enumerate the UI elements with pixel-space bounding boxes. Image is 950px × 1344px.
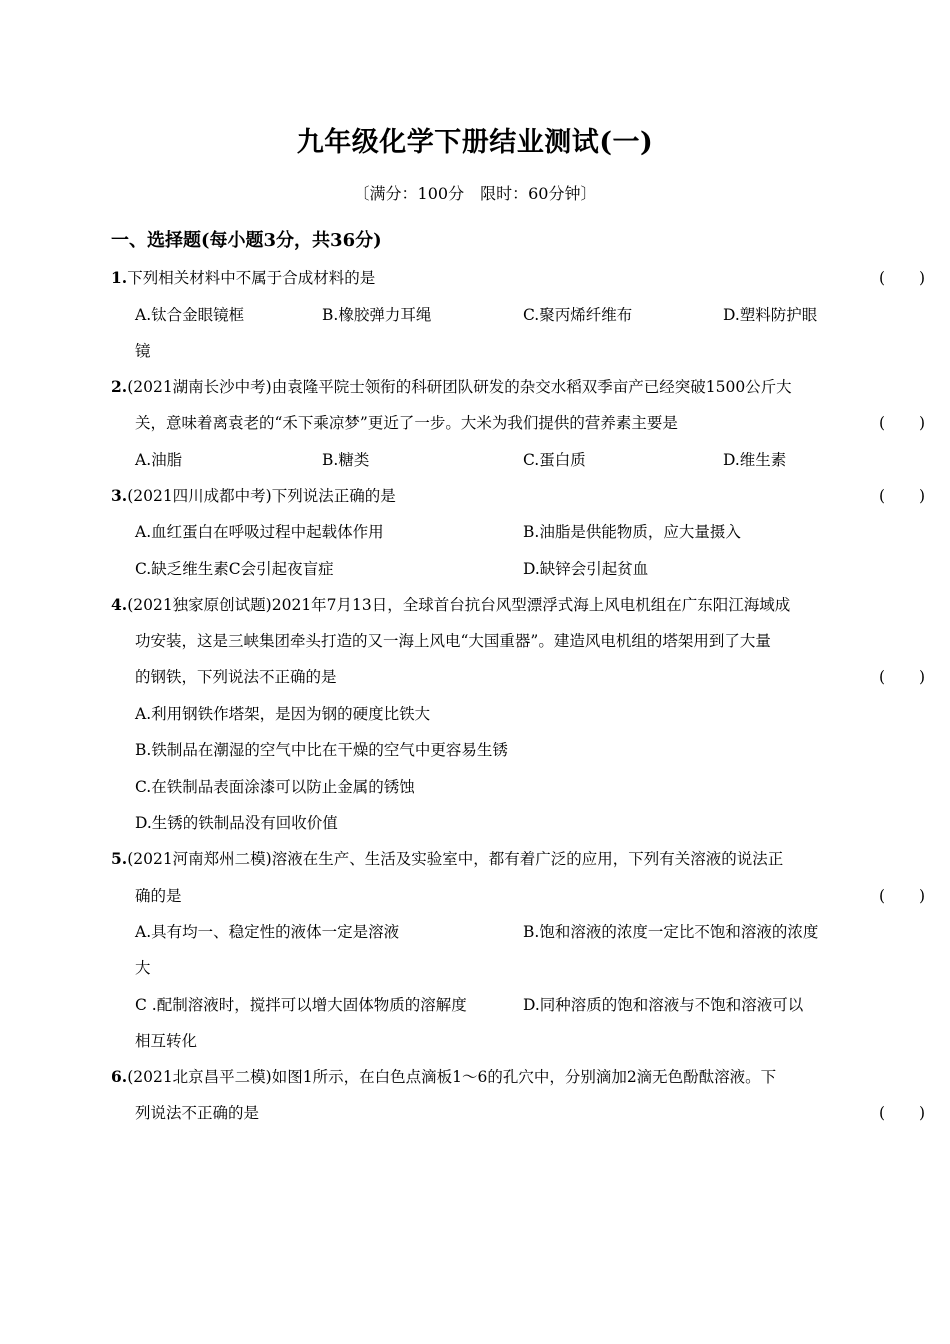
- question-number: 3.: [111, 486, 128, 505]
- option-c: C.在铁制品表面涂漆可以防止金属的锈蚀: [135, 778, 415, 796]
- question-number: 6.: [111, 1067, 128, 1086]
- question-text: (2021湖南长沙中考)由袁隆平院士领衔的科研团队研发的杂交水稻双季亩产已经突破1500公斤大: [127, 378, 792, 396]
- question-text: (2021独家原创试题)2021年7月13日，全球首台抗台风型漂浮式海上风电机组在广东阳江海域成: [127, 596, 791, 614]
- option-b: B.饱和溶液的浓度一定比不饱和溶液的浓度: [523, 923, 819, 941]
- option-b: B.铁制品在潮湿的空气中比在干燥的空气中更容易生锈: [135, 741, 508, 759]
- option-b-continued: 大: [135, 959, 151, 977]
- answer-parentheses[interactable]: ( ): [879, 487, 925, 505]
- exam-info: 〔满分：100分 限时：60分钟〕: [353, 184, 597, 203]
- question-number: 1.: [111, 268, 128, 287]
- option-a: A.钛合金眼镜框: [135, 306, 245, 324]
- question-stem: [111, 376, 792, 398]
- option-a: A.具有均一、稳定性的液体一定是溶液: [135, 923, 400, 941]
- question-text-continued: 的钢铁，下列说法不正确的是: [135, 668, 337, 686]
- question-text: (2021北京昌平二模)如图1所示，在白色点滴板1～6的孔穴中，分别滴加2滴无色酚酞溶液。下: [127, 1068, 777, 1086]
- option-d: D.缺锌会引起贫血: [523, 560, 649, 578]
- option-a: A.油脂: [135, 451, 183, 469]
- page-title: 九年级化学下册结业测试(一): [296, 127, 654, 158]
- question-stem: [111, 1066, 776, 1088]
- question-text-continued: 功安装，这是三峡集团牵头打造的又一海上风电“大国重器”。建造风电机组的塔架用到了大量: [135, 632, 771, 650]
- answer-parentheses[interactable]: ( ): [879, 269, 925, 287]
- question-number: 4.: [111, 595, 128, 614]
- question-stem: [111, 594, 790, 616]
- option-d-continued: 镜: [135, 342, 151, 360]
- option-d: D.塑料防护眼: [723, 306, 818, 324]
- section-heading: 一、选择题(每小题3分，共36分): [111, 230, 382, 251]
- option-a: A.血红蛋白在呼吸过程中起载体作用: [135, 523, 384, 541]
- question-text-continued: 确的是: [135, 887, 182, 905]
- question-text: (2021河南郑州二模)溶液在生产、生活及实验室中，都有着广泛的应用，下列有关溶液的说法正: [127, 850, 784, 868]
- question-stem: [111, 848, 783, 870]
- question-stem: [111, 267, 375, 289]
- question-text-continued: 列说法不正确的是: [135, 1104, 260, 1122]
- option-c: C .配制溶液时，搅拌可以增大固体物质的溶解度: [135, 996, 467, 1014]
- option-d-continued: 相互转化: [135, 1032, 198, 1050]
- answer-parentheses[interactable]: ( ): [879, 1104, 925, 1122]
- answer-parentheses[interactable]: ( ): [879, 414, 925, 432]
- option-b: B.橡胶弹力耳绳: [322, 306, 432, 324]
- answer-parentheses[interactable]: ( ): [879, 668, 925, 686]
- question-number: 5.: [111, 849, 128, 868]
- option-d: D.同种溶质的饱和溶液与不饱和溶液可以: [523, 996, 804, 1014]
- option-c: C.蛋白质: [523, 451, 586, 469]
- answer-parentheses[interactable]: ( ): [879, 887, 925, 905]
- option-c: C.聚丙烯纤维布: [523, 306, 633, 324]
- question-text: (2021四川成都中考)下列说法正确的是: [127, 487, 396, 505]
- question-number: 2.: [111, 377, 128, 396]
- question-stem: [111, 485, 396, 507]
- option-a: A.利用钢铁作塔架，是因为钢的硬度比铁大: [135, 705, 431, 723]
- question-text: 下列相关材料中不属于合成材料的是: [127, 269, 376, 287]
- option-d: D.生锈的铁制品没有回收价值: [135, 814, 338, 832]
- option-d: D.维生素: [723, 451, 787, 469]
- option-b: B.糖类: [322, 451, 370, 469]
- option-c: C.缺乏维生素C会引起夜盲症: [135, 560, 334, 578]
- question-text-continued: 关，意味着离袁老的“禾下乘凉梦”更近了一步。大米为我们提供的营养素主要是: [135, 414, 678, 432]
- option-b: B.油脂是供能物质，应大量摄入: [523, 523, 741, 541]
